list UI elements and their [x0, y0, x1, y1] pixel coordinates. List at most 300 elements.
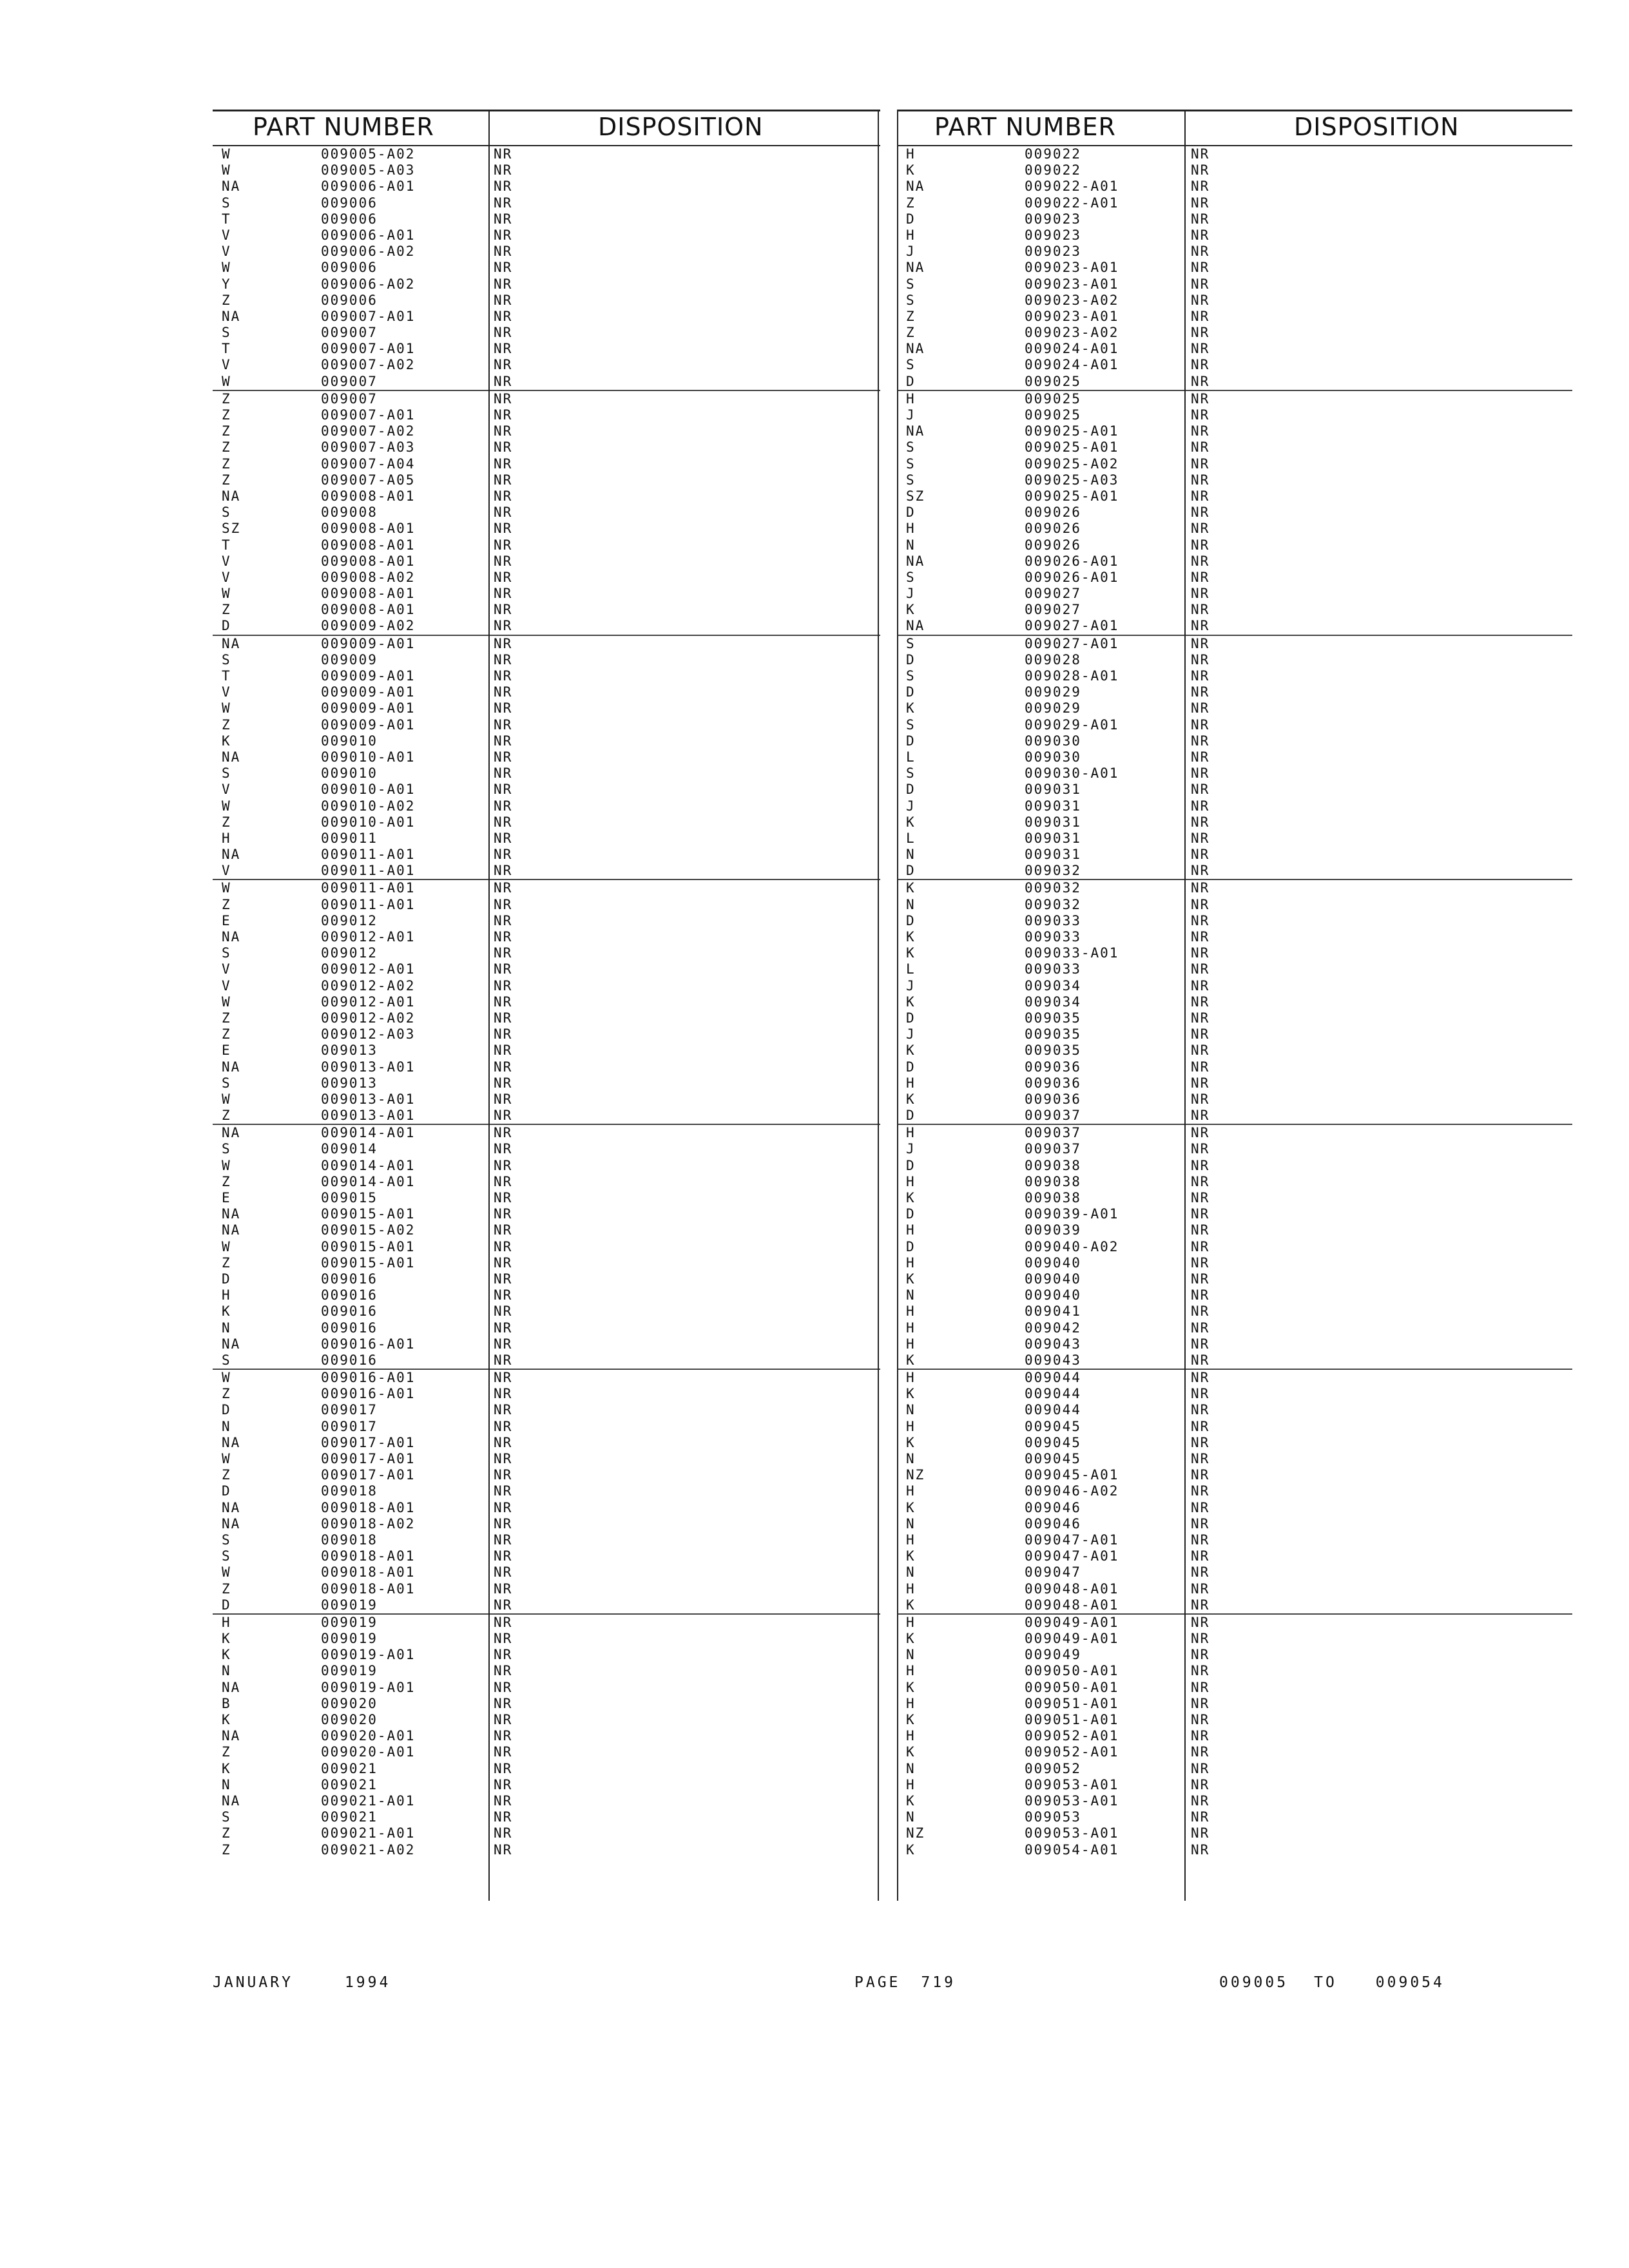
part-number-cell: 009048-A01 [1025, 1597, 1119, 1613]
table-row [213, 1222, 880, 1238]
row-code: V [222, 977, 231, 994]
disposition-cell: NR [494, 1451, 513, 1466]
disposition-cell: NR [494, 1483, 513, 1499]
row-code: L [906, 749, 916, 765]
disposition-cell: NR [494, 1190, 513, 1206]
part-number-cell: 009019 [321, 1663, 378, 1679]
part-number-cell: 009048-A01 [1025, 1581, 1119, 1597]
table-row [213, 1777, 880, 1793]
row-code: Z [222, 292, 231, 308]
table-row [213, 1613, 880, 1631]
part-number-cell: 009045 [1025, 1451, 1081, 1466]
table-row [897, 618, 1572, 634]
row-code: Z [906, 308, 916, 324]
footer-date [213, 1974, 390, 1991]
disposition-cell: NR [494, 994, 513, 1010]
row-code: W [222, 146, 231, 162]
disposition-cell: NR [494, 472, 513, 488]
table-row [213, 505, 880, 521]
disposition-cell: NR [1191, 668, 1210, 684]
row-code: NA [222, 1434, 241, 1450]
column-divider [878, 110, 879, 1901]
row-code: B [222, 1695, 231, 1711]
row-code: K [222, 1647, 231, 1663]
row-code: K [906, 1352, 916, 1368]
part-number-header: PART NUMBER [934, 113, 1116, 141]
disposition-cell: NR [1191, 749, 1210, 765]
row-code: S [906, 292, 916, 308]
disposition-cell: NR [1191, 684, 1210, 700]
part-number-cell: 009052-A01 [1025, 1744, 1119, 1760]
disposition-cell: NR [494, 929, 513, 945]
row-code: K [222, 1712, 231, 1727]
table-row [897, 798, 1572, 814]
row-code: S [222, 1352, 231, 1368]
row-code: K [906, 994, 916, 1010]
row-code: V [222, 227, 231, 243]
table-row [213, 1467, 880, 1483]
disposition-cell: NR [1191, 1402, 1210, 1418]
row-code: H [906, 1320, 916, 1336]
row-code: V [222, 357, 231, 373]
part-number-cell: 009008-A01 [321, 521, 416, 537]
footer-range [1219, 1974, 1445, 1991]
table-row [897, 1303, 1572, 1320]
part-number-cell: 009033 [1025, 961, 1081, 977]
row-code: S [222, 651, 231, 668]
part-number-cell: 009022 [1025, 146, 1081, 162]
disposition-cell: NR [494, 1254, 513, 1271]
row-code: N [906, 1402, 916, 1418]
disposition-cell: NR [1191, 569, 1210, 585]
table-row [213, 341, 880, 357]
table-row [897, 586, 1572, 602]
disposition-cell: NR [1191, 1075, 1210, 1091]
part-number-cell: 009028 [1025, 651, 1081, 668]
disposition-cell: NR [494, 765, 513, 782]
table-row [897, 1402, 1572, 1418]
part-number-cell: 009031 [1025, 782, 1081, 798]
row-code: W [222, 798, 231, 814]
row-code: D [906, 211, 916, 227]
table-row [897, 146, 1572, 162]
table-row [213, 1712, 880, 1728]
table-row [213, 423, 880, 439]
row-code: K [906, 945, 916, 961]
disposition-cell: NR [1191, 733, 1210, 749]
disposition-cell: NR [1191, 1091, 1210, 1107]
table-row [213, 1419, 880, 1435]
row-code: S [222, 1532, 231, 1548]
table-row [213, 668, 880, 684]
table-row [213, 1402, 880, 1418]
disposition-cell: NR [1191, 1515, 1210, 1532]
disposition-cell: NR [1191, 1336, 1210, 1352]
disposition-cell: NR [1191, 651, 1210, 668]
footer-range-to: TO [1314, 1974, 1337, 1991]
disposition-cell: NR [494, 537, 513, 553]
part-number-cell: 009052 [1025, 1760, 1081, 1776]
row-code: H [906, 1075, 916, 1091]
footer-range-end: 009054 [1375, 1974, 1445, 1991]
part-number-cell: 009023-A01 [1025, 260, 1119, 276]
row-code: H [906, 1695, 916, 1711]
row-code: D [222, 1483, 231, 1499]
disposition-cell: NR [1191, 162, 1210, 178]
part-number-cell: 009035 [1025, 1043, 1081, 1059]
row-code: N [222, 1663, 231, 1679]
table-row [897, 211, 1572, 227]
part-number-cell: 009012-A03 [321, 1026, 416, 1043]
part-number-cell: 009022 [1025, 162, 1081, 178]
table-row [897, 684, 1572, 700]
row-code: Y [222, 276, 231, 292]
row-code: H [906, 1222, 916, 1238]
row-code: H [906, 1663, 916, 1679]
part-number-cell: 009031 [1025, 798, 1081, 814]
part-number-cell: 009021 [321, 1760, 378, 1776]
disposition-cell: NR [494, 1287, 513, 1303]
part-number-cell: 009043 [1025, 1352, 1081, 1368]
table-row [213, 472, 880, 488]
row-code: V [222, 863, 231, 879]
part-number-cell: 009008-A01 [321, 586, 416, 602]
row-code: NA [222, 847, 241, 863]
part-number-cell: 009022-A01 [1025, 178, 1119, 195]
disposition-cell: NR [494, 651, 513, 668]
disposition-cell: NR [494, 1386, 513, 1402]
disposition-cell: NR [1191, 1744, 1210, 1760]
disposition-cell: NR [1191, 700, 1210, 716]
row-code: Z [222, 716, 231, 733]
disposition-cell: NR [494, 488, 513, 504]
table-row [213, 439, 880, 456]
row-code: S [222, 325, 231, 341]
row-code: NA [222, 1125, 241, 1141]
table-row [897, 374, 1572, 390]
right-table-header [897, 110, 1572, 146]
row-code: K [906, 700, 916, 716]
row-code: NA [222, 1515, 241, 1532]
table-row [213, 1091, 880, 1108]
row-code: W [222, 1451, 231, 1466]
row-code: K [906, 814, 916, 830]
row-code: S [906, 456, 916, 472]
disposition-cell: NR [1191, 716, 1210, 733]
part-number-cell: 009016-A01 [321, 1336, 416, 1352]
part-number-cell: 009012-A02 [321, 977, 416, 994]
row-code: NA [222, 1728, 241, 1744]
row-code: S [906, 569, 916, 585]
column-divider [1184, 110, 1186, 1901]
part-number-cell: 009054-A01 [1025, 1841, 1119, 1858]
part-number-cell: 009010-A01 [321, 782, 416, 798]
footer-page-label: PAGE [854, 1974, 901, 1991]
part-number-cell: 009007 [321, 373, 378, 389]
part-number-cell: 009023 [1025, 211, 1081, 227]
table-row [213, 244, 880, 260]
disposition-cell: NR [1191, 357, 1210, 373]
table-row [897, 1174, 1572, 1190]
table-row [897, 1419, 1572, 1435]
disposition-cell: NR [494, 1043, 513, 1059]
part-number-cell: 009006 [321, 195, 378, 211]
part-number-cell: 009031 [1025, 814, 1081, 830]
disposition-cell: NR [1191, 1059, 1210, 1075]
row-code: D [906, 1059, 916, 1075]
footer-page [854, 1974, 956, 1991]
row-code: K [906, 1091, 916, 1107]
disposition-cell: NR [1191, 211, 1210, 227]
part-number-cell: 009023-A01 [1025, 308, 1119, 324]
row-code: D [222, 1597, 231, 1613]
disposition-cell: NR [494, 863, 513, 879]
table-row [213, 1075, 880, 1091]
table-row [897, 1141, 1572, 1157]
disposition-cell: NR [494, 276, 513, 292]
part-number-cell: 009007-A01 [321, 308, 416, 324]
table-row [213, 1663, 880, 1679]
disposition-cell: NR [1191, 1776, 1210, 1792]
disposition-cell: NR [494, 1125, 513, 1141]
table-row [897, 1287, 1572, 1303]
table-row [213, 1352, 880, 1369]
disposition-cell: NR [1191, 1386, 1210, 1402]
part-number-cell: 009034 [1025, 977, 1081, 994]
row-code: S [222, 1809, 231, 1825]
table-row [897, 717, 1572, 733]
row-code: W [222, 994, 231, 1010]
part-number-cell: 009010-A01 [321, 749, 416, 765]
table-row [897, 260, 1572, 276]
disposition-cell: NR [494, 162, 513, 178]
table-row [213, 162, 880, 178]
part-number-cell: 009053-A01 [1025, 1825, 1119, 1841]
table-row [897, 1500, 1572, 1516]
table-row [897, 1809, 1572, 1825]
part-number-cell: 009024-A01 [1025, 357, 1119, 373]
part-number-cell: 009013-A01 [321, 1091, 416, 1107]
disposition-cell: NR [494, 749, 513, 765]
part-number-cell: 009027 [1025, 602, 1081, 618]
table-row [213, 276, 880, 293]
disposition-cell: NR [1191, 1352, 1210, 1368]
table-row [897, 553, 1572, 570]
part-number-cell: 009040 [1025, 1271, 1081, 1287]
row-code: N [222, 1320, 231, 1336]
part-number-cell: 009035 [1025, 1010, 1081, 1026]
disposition-cell: NR [494, 1614, 513, 1630]
disposition-cell: NR [1191, 1190, 1210, 1206]
part-number-cell: 009009-A01 [321, 668, 416, 684]
disposition-cell: NR [1191, 1254, 1210, 1271]
disposition-cell: NR [1191, 602, 1210, 618]
table-row [897, 749, 1572, 765]
part-number-cell: 009041 [1025, 1303, 1081, 1320]
disposition-cell: NR [1191, 456, 1210, 472]
row-code: NA [222, 1679, 241, 1695]
row-code: V [222, 569, 231, 585]
part-number-cell: 009007-A05 [321, 472, 416, 488]
disposition-cell: NR [1191, 146, 1210, 162]
table-row [897, 652, 1572, 668]
disposition-cell: NR [1191, 994, 1210, 1010]
disposition-cell: NR [1191, 1141, 1210, 1157]
part-number-cell: 009044 [1025, 1402, 1081, 1418]
table-row [897, 1026, 1572, 1043]
row-code: W [222, 373, 231, 389]
part-number-cell: 009018-A01 [321, 1548, 416, 1564]
part-number-cell: 009006-A01 [321, 178, 416, 195]
part-number-cell: 009018-A01 [321, 1499, 416, 1515]
part-number-cell: 009029 [1025, 700, 1081, 716]
row-code: N [906, 1451, 916, 1466]
part-number-cell: 009040 [1025, 1287, 1081, 1303]
row-code: NA [906, 553, 925, 569]
row-code: N [906, 847, 916, 863]
part-number-cell: 009022-A01 [1025, 195, 1119, 211]
part-number-cell: 009005-A03 [321, 162, 416, 178]
part-number-cell: 009009 [321, 651, 378, 668]
row-code: Z [222, 472, 231, 488]
part-number-cell: 009033-A01 [1025, 945, 1119, 961]
part-number-cell: 009046 [1025, 1515, 1081, 1532]
table-row [213, 553, 880, 570]
row-code: N [906, 1515, 916, 1532]
row-code: S [906, 276, 916, 292]
table-row [213, 1548, 880, 1564]
table-row [213, 178, 880, 195]
row-code: S [222, 765, 231, 782]
table-row [213, 1108, 880, 1124]
part-number-cell: 009025 [1025, 373, 1081, 389]
row-code: SZ [222, 521, 241, 537]
disposition-cell: NR [494, 178, 513, 195]
disposition-cell: NR [1191, 1499, 1210, 1515]
disposition-cell: NR [494, 227, 513, 243]
row-code: J [906, 407, 916, 423]
disposition-cell: NR [494, 1564, 513, 1581]
disposition-cell: NR [494, 1728, 513, 1744]
part-number-cell: 009007-A02 [321, 423, 416, 439]
table-row [897, 1777, 1572, 1793]
row-code: K [906, 929, 916, 945]
part-number-cell: 009009-A01 [321, 716, 416, 733]
part-number-cell: 009033 [1025, 929, 1081, 945]
disposition-cell: NR [494, 912, 513, 928]
disposition-cell: NR [494, 830, 513, 846]
row-code: S [222, 1548, 231, 1564]
row-code: D [906, 863, 916, 879]
part-number-cell: 009045-A01 [1025, 1467, 1119, 1483]
table-row [213, 879, 880, 896]
part-number-cell: 009006-A02 [321, 244, 416, 260]
part-number-cell: 009008-A01 [321, 553, 416, 569]
disposition-cell: NR [1191, 1809, 1210, 1825]
table-row [213, 1043, 880, 1059]
table-row [213, 1059, 880, 1075]
disposition-cell: NR [1191, 830, 1210, 846]
disposition-cell: NR [1191, 1287, 1210, 1303]
part-number-cell: 009029-A01 [1025, 716, 1119, 733]
disposition-cell: NR [1191, 1026, 1210, 1043]
row-code: V [222, 961, 231, 977]
table-row [897, 1222, 1572, 1238]
table-row [897, 341, 1572, 357]
row-code: H [906, 146, 916, 162]
part-number-cell: 009007-A01 [321, 341, 416, 357]
disposition-cell: NR [494, 1841, 513, 1858]
row-code: H [906, 1254, 916, 1271]
part-number-cell: 009025-A02 [1025, 456, 1119, 472]
part-number-cell: 009020 [321, 1695, 378, 1711]
row-code: K [906, 1499, 916, 1515]
part-number-cell: 009014-A01 [321, 1173, 416, 1189]
table-row [213, 1369, 880, 1386]
row-code: N [906, 1647, 916, 1663]
table-row [897, 602, 1572, 618]
disposition-cell: NR [494, 505, 513, 521]
row-code: Z [222, 602, 231, 618]
row-code: K [906, 1271, 916, 1287]
part-number-cell: 009016 [321, 1320, 378, 1336]
part-number-cell: 009032 [1025, 896, 1081, 912]
disposition-cell: NR [494, 1597, 513, 1613]
part-number-cell: 009021-A01 [321, 1825, 416, 1841]
part-number-cell: 009013-A01 [321, 1108, 416, 1124]
part-number-cell: 009007-A04 [321, 456, 416, 472]
disposition-cell: NR [494, 847, 513, 863]
part-number-cell: 009011 [321, 830, 378, 846]
disposition-cell: NR [494, 308, 513, 324]
row-code: J [906, 1141, 916, 1157]
part-number-cell: 009018 [321, 1483, 378, 1499]
table-row [213, 1174, 880, 1190]
row-code: J [906, 244, 916, 260]
disposition-cell: NR [1191, 390, 1210, 407]
table-row [213, 293, 880, 309]
disposition-cell: NR [494, 569, 513, 585]
table-row [213, 1287, 880, 1303]
part-number-cell: 009007 [321, 325, 378, 341]
row-code: Z [222, 1173, 231, 1189]
disposition-cell: NR [1191, 929, 1210, 945]
table-row [897, 537, 1572, 553]
row-code: Z [222, 896, 231, 912]
part-number-cell: 009006 [321, 292, 378, 308]
disposition-cell: NR [494, 1402, 513, 1418]
part-number-cell: 009026 [1025, 537, 1081, 553]
disposition-cell: NR [494, 1157, 513, 1173]
row-code: Z [222, 1841, 231, 1858]
disposition-cell: NR [1191, 896, 1210, 912]
table-row [897, 1825, 1572, 1841]
table-row [213, 798, 880, 814]
table-row [213, 537, 880, 553]
disposition-cell: NR [1191, 1631, 1210, 1647]
row-code: N [906, 537, 916, 553]
table-row [213, 978, 880, 994]
part-number-cell: 009049-A01 [1025, 1614, 1119, 1630]
part-number-cell: 009025-A01 [1025, 423, 1119, 439]
table-row [213, 945, 880, 961]
disposition-cell: NR [1191, 1157, 1210, 1173]
row-code: V [222, 782, 231, 798]
table-row [897, 897, 1572, 913]
disposition-cell: NR [1191, 1320, 1210, 1336]
table-row [897, 244, 1572, 260]
row-code: W [222, 260, 231, 276]
